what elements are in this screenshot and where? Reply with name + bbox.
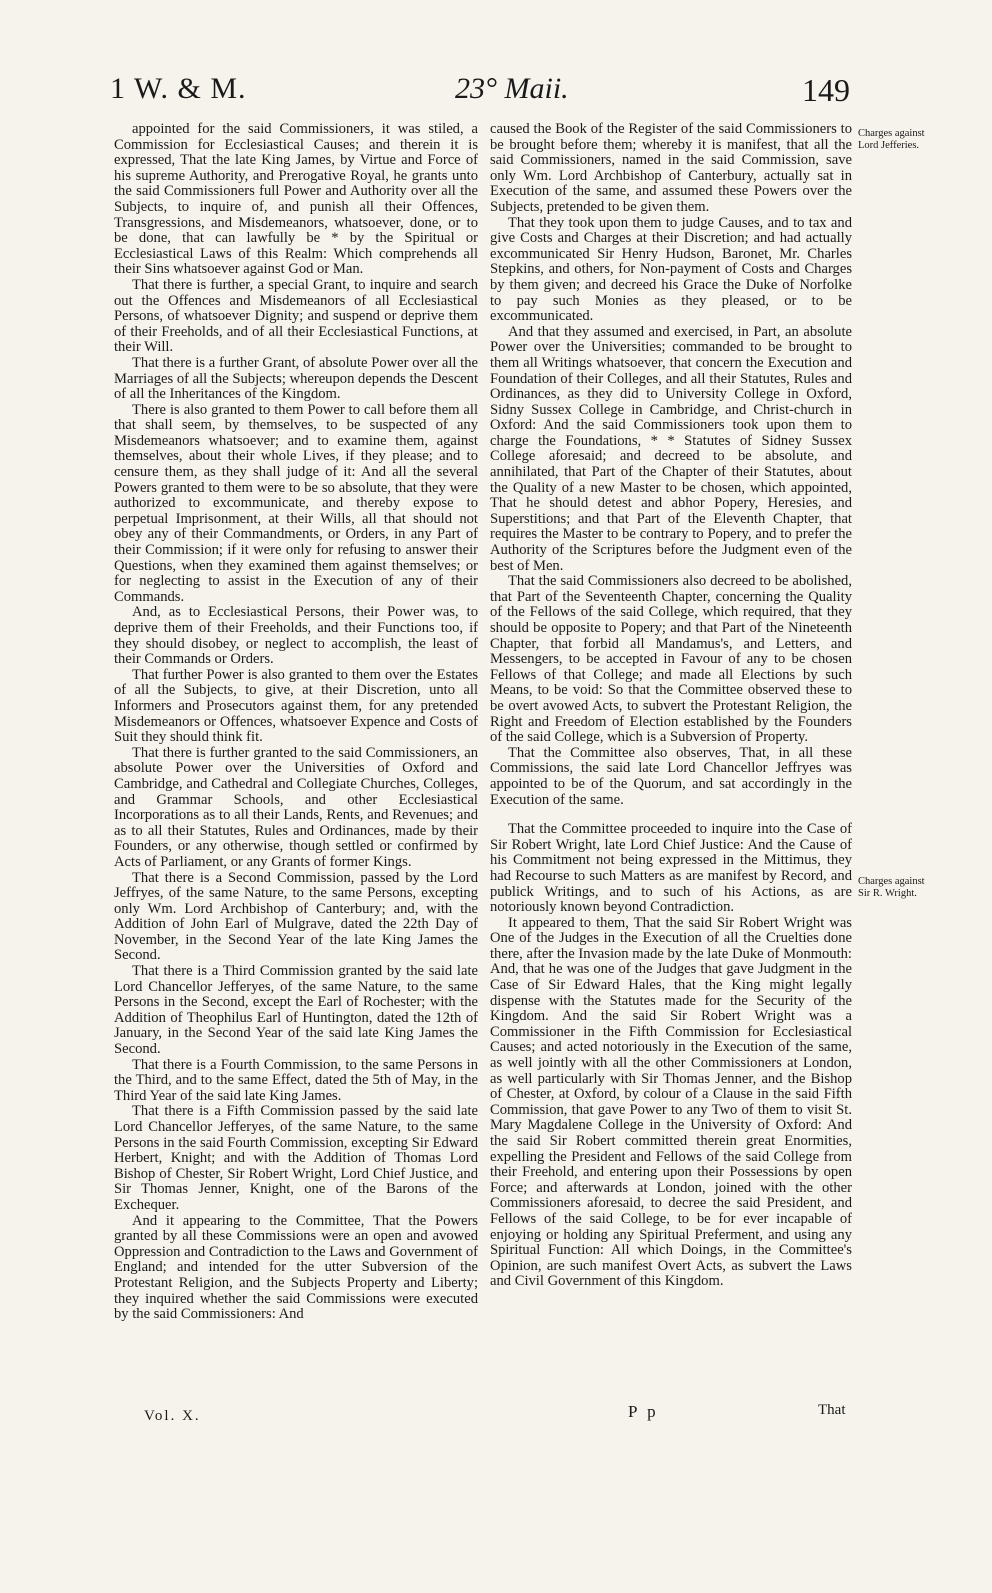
section-spacer — [490, 808, 852, 822]
paragraph: And that they assumed and exercised, in Part, an absolute Power over the Universities; commanded to be brought to them all Writings whatsoever, that concern the Execution and Foundation of their Colleges, and all their Statutes, Rules and Ordinances, as they did to University College in Oxford, Sidny Sussex College in Cambridge, and Christ-church in Oxford: And the said Commissioners took upon them to charge the Foundations, * * Statutes of Sidney Sussex College aforesaid; and decreed to be absolute, and annihilated, that Part of the Chapter of their Statutes, about the Quality of a new Master to be chosen, which appointed, That he should detest and abhor Popery, Heresies, and Superstitions; and that Part of the Eleventh Chapter, that requires the Master to be contrary to Popery, and to prefer the Authority of the Scriptures before the Judgment even of the best of Men. — [490, 323, 852, 574]
volume-label: Vol. X. — [144, 1408, 201, 1424]
date-heading: 23° Maii. — [455, 72, 569, 105]
paragraph: That there is further granted to the said Commissioners, an absolute Power over the Universities of Oxford and Cambridge, and Cathedral and Collegiate Churches, Colleges, and Grammar Schools, and other Ecclesiastical Incorporations as to all their Lands, Rents, and Revenues; and as to all their Statutes, Rules and Ordinances, made by their Founders, or any otherwise, though settled or confirmed by Acts of Parliament, or any Grants of former Kings. — [114, 744, 478, 870]
catchword: That — [818, 1402, 846, 1418]
paragraph: And, as to Ecclesiastical Persons, their Power was, to deprive them of their Freeholds, and their Functions too, if they should disobey, or neglect to accomplish, the least of their Commands or Orders. — [114, 604, 478, 668]
right-column — [490, 122, 852, 1290]
paragraph: That there is a Fifth Commission passed by the said late Lord Chancellor Jefferyes, of the same Nature, to the same Persons in the said Fourth Commission, excepting Sir Edward Herbert, Knight; and with the Addition of Thomas Lord Bishop of Chester, Sir Robert Wright, Lord Chief Justice, and Sir Thomas Jenner, Knight, one of the Barons of the Exchequer. — [114, 1103, 478, 1213]
margin-note-wright: Charges against Sir R. Wright. — [858, 876, 925, 899]
paragraph: It appeared to them, That the said Sir Robert Wright was One of the Judges in the Execution of all the Cruelties done there, after the Invasion made by the late Duke of Monmouth: And, that he was one of the Judges that gave Judgment in the Case of Sir Edward Hales, that the King might legally dispense with the Statutes made for the Security of the Kingdom. And the said Sir Robert Wright was a Commissioner in the Fifth Commission for Ecclesiastical Causes; and acted notoriously in the Execution of the same, as well jointly with all the other Commissioners at London, as well particularly with Sir Thomas Jenner, and the Bishop of Chester, at Oxford, by colour of a Clause in the said Fifth Commission, that gave Power to any Two of them to visit St. Mary Magdalene College in the University of Oxford: And the said Sir Robert committed therein great Enormities, expelling the President and Fellows of the said College from their Freehold, and entering upon their Possessions by open Force; and afterwards at London, joined with the other Commissioners aforesaid, to decree the said President, and Fellows of the said College, to be for ever incapable of enjoying or holding any Spiritual Preferment, and using any Spiritual Function: All which Doings, in the Committee's Opinion, are such manifest Overt Acts, as subvert the Laws and Civil Government of this Kingdom. — [490, 914, 852, 1290]
signature-mark: P p — [628, 1402, 659, 1421]
paragraph: That the Committee also observes, That, in all these Commissions, the said late Lord Chancellor Jeffryes was appointed to be of the Quorum, and sat accordingly in the Execution of the same. — [490, 744, 852, 808]
paragraph: That there is a Fourth Commission, to the same Persons in the Third, and to the same Effect, dated the 5th of May, in the Third Year of the said late King James. — [114, 1056, 478, 1104]
paragraph: That the Committee proceeded to inquire into the Case of Sir Robert Wright, late Lord Chief Justice: And the Cause of his Commitment not being expressed in the Mittimus, they had Recourse to such Matters as are manifest by Record, and publick Writings, and to such of his Actions, as are notoriously known beyond Contradiction. — [490, 821, 852, 916]
paragraph: That there is further, a special Grant, to inquire and search out the Offences and Misdemeanors of all Ecclesiastical Persons, of whatsoever Dignity; and suspend or deprive them of their Freeholds, and of all their Ecclesiastical Functions, at their Will. — [114, 276, 478, 356]
margin-note-jefferies: Charges against Lord Jefferies. — [858, 128, 925, 151]
page-number: 149 — [802, 72, 850, 108]
paragraph: That the said Commissioners also decreed to be abolished, that Part of the Seventeenth Chapter, concerning the Quality of the Fellows of the said College, which required, that they should be opposite to Popery; and that Part of the Nineteenth Chapter, that forbid all Mandamus's, and Letters, and Messengers, to be accepted in Favour of any to be chosen Fellows of that College; and made all Elections by such Means, to be void: So that the Committee observed these to be overt avowed Acts, to subvert the Protestant Religion, the Right and Freedom of Election established by the Founders of the said College, which is a Subversion of Property. — [490, 573, 852, 746]
regnal-year: 1 W. & M. — [110, 72, 247, 105]
paragraph: There is also granted to them Power to call before them all that shall seem, by themselves, to be suspected of any Misdemeanors whatsoever; and to examine them, against themselves, about their whole Lives, if they please; and to censure them, as they shall judge of it: And all the several Powers granted to them were to be so absolute, that they were authorized to excommunicate, and thereby expose to perpetual Imprisonment, at their Wills, all that should not obey any of their Commandments, or Orders, in any Part of their Commission; if it were only for refusing to answer their Questions, when they examined them against themselves; or for neglecting to assist in the Execution of any of their Commands. — [114, 401, 478, 605]
paragraph: That there is a Second Commission, passed by the Lord Jeffryes, of the same Nature, to the same Persons, excepting only Wm. Lord Archbishop of Canterbury; and, with the Addition of John Earl of Mulgrave, dated the 22th Day of November, in the Second Year of the late King James the Second. — [114, 869, 478, 964]
paragraph: That they took upon them to judge Causes, and to tax and give Costs and Charges at their Discretion; and had actually excommunicated Sir Henry Hudson, Baronet, Mr. Charles Stepkins, and others, for Non-payment of Costs and Charges by them given; and decreed his Grace the Duke of Norfolke to pay such Monies as they pleased, or to be excommunicated. — [490, 214, 852, 325]
paragraph: And it appearing to the Committee, That the Powers granted by all these Commissions were an open and avowed Oppression and Contradiction to the Laws and Government of England; and intended for the utter Subversion of the Protestant Religion, and the Subjects Property and Liberty; they inquired whether the said Commissions were executed by the said Commissioners: And — [114, 1212, 478, 1323]
paragraph: appointed for the said Commissioners, it was stiled, a Commission for Ecclesiastical Causes; and therein it is expressed, That the late King James, by Virtue and Force of his supreme Authority, and Prerogative Royal, he grants unto the said Commissioners full Power and Authority over all the Subjects, to inquire of, and punish all their Offences, Transgressions, and Misdemeanors, whatsoever, done, or to be done, that can lawfully be * by the Spiritual or Ecclesiastical Laws of this Realm: Which comprehends all their Sins whatsoever against God or Man. — [114, 121, 478, 278]
paragraph: caused the Book of the Register of the said Commissioners to be brought before them; whereby it is manifest, that all the said Commissioners, named in the said Commission, save only Wm. Lord Archbishop of Canterbury, actually sat in Execution of the same, and assumed these Powers over the Subjects, pretended to be given them. — [490, 121, 852, 215]
paragraph: That further Power is also granted to them over the Estates of all the Subjects, to give, at their Discretion, unto all Informers and Prosecutors against them, for any pretended Misdemeanors or Offences, whatsoever Expence and Costs of Suit they should think fit. — [114, 666, 478, 746]
page-header — [0, 72, 992, 122]
paragraph: That there is a Third Commission granted by the said late Lord Chancellor Jefferyes, of the same Nature, to the same Persons in the Second, except the Earl of Rochester; with the Addition of Theophilus Earl of Huntington, dated the 12th of January, in the Second Year of the said late King James the Second. — [114, 963, 478, 1058]
paragraph: That there is a further Grant, of absolute Power over all the Marriages of all the Subjects; whereupon depends the Descent of all the Inheritances of the Kingdom. — [114, 354, 478, 403]
left-column — [114, 122, 478, 1323]
